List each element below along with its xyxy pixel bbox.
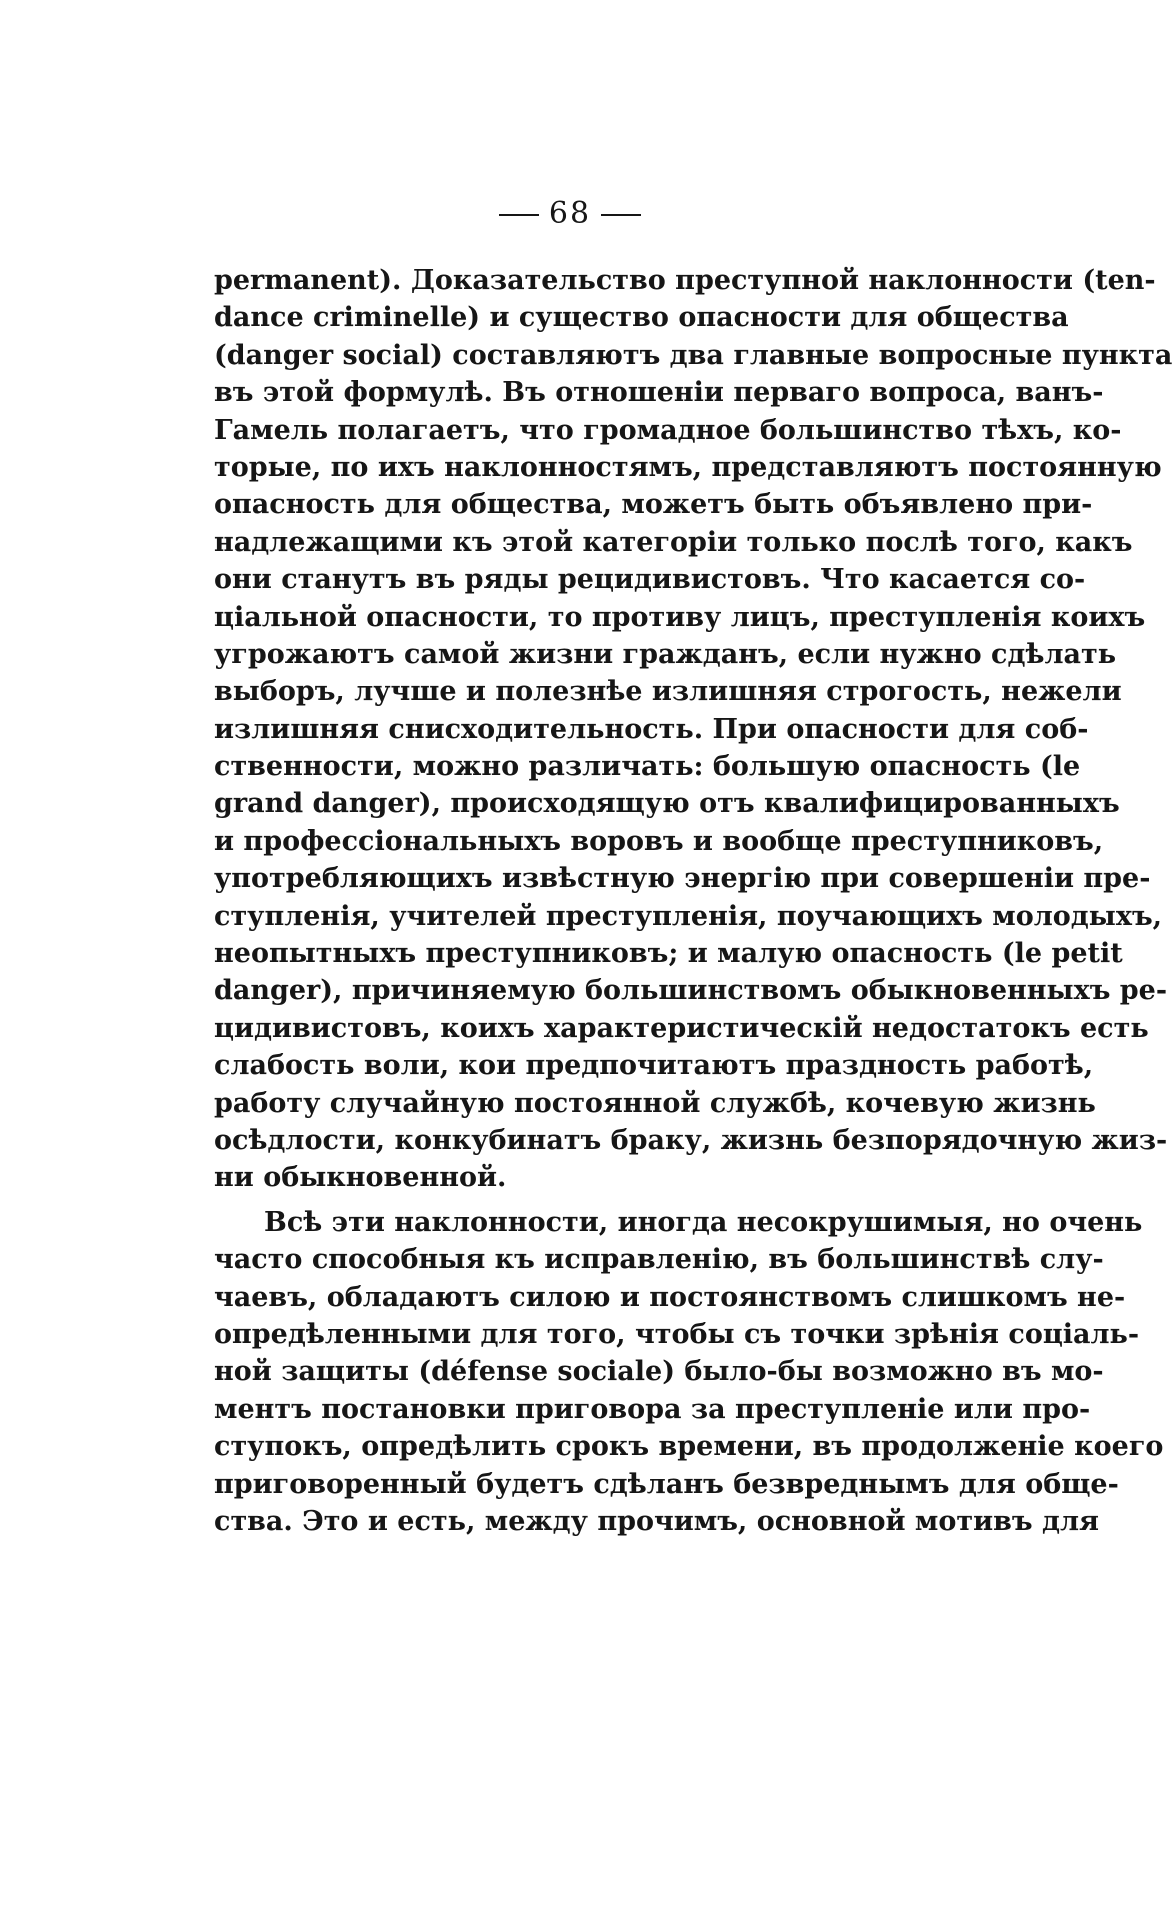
text-line: Гамель полагаетъ, что громадное большинство тѣхъ, ко- (214, 414, 1122, 446)
text-line: Всѣ эти наклонности, иногда несокрушимыя, но очень (264, 1206, 1143, 1238)
text-line: работу случайную постоянной службѣ, кочевую жизнь (214, 1087, 1096, 1119)
text-line: въ этой формулѣ. Въ отношеніи перваго вопроса, ванъ- (214, 377, 1104, 409)
text-line: слабость воли, кои предпочитаютъ праздность работѣ, (214, 1050, 1094, 1082)
text-line: dance criminelle) и существо опасности для общества (214, 302, 1069, 334)
text-line: приговоренный будетъ сдѣланъ безвреднымъ для обще- (214, 1468, 1119, 1500)
text-line: выборъ, лучше и полезнѣе излишняя строгость, нежели (214, 676, 1122, 708)
text-line: угрожаютъ самой жизни гражданъ, если нужно сдѣлать (214, 638, 1117, 670)
text-line: ни обыкновенной. (214, 1162, 507, 1194)
text-line: permanent). Доказательство преступной наклонности (ten- (214, 265, 1156, 296)
text-line: и профессіональныхъ воровъ и вообще преступниковъ, (214, 825, 1104, 857)
text-line: grand danger), происходящую отъ квалифицированныхъ (214, 788, 1120, 820)
paragraph-2 (214, 1204, 1164, 1541)
text-line: ственности, можно различать: большую опасность (le (214, 751, 1081, 783)
body-text (214, 262, 1172, 1547)
text-line: чаевъ, обладаютъ силою и постоянствомъ слишкомъ не- (214, 1281, 1126, 1313)
text-line: неопытныхъ преступниковъ; и малую опасность (le petit (214, 938, 1123, 970)
text-line: часто способныя къ исправленію, въ большинствѣ слу- (214, 1244, 1104, 1276)
text-line: danger), причиняемую большинствомъ обыкновенныхъ ре- (214, 975, 1168, 1007)
text-line: торые, по ихъ наклонностямъ, представляютъ постоянную (214, 451, 1162, 483)
text-line: ступленія, учителей преступленія, поучающихъ молодыхъ, (214, 900, 1163, 932)
page-number-header (0, 196, 1140, 231)
right-dash (601, 214, 641, 216)
text-line: употребляющихъ извѣстную энергію при совершеніи пре- (214, 863, 1151, 895)
text-line: осѣдлости, конкубинатъ браку, жизнь безпорядочную жиз- (214, 1124, 1168, 1156)
page-number: 68 (548, 196, 592, 231)
text-line: ства. Это и есть, между прочимъ, основной мотивъ для (214, 1505, 1099, 1537)
text-line: надлежащими къ этой категоріи только послѣ того, какъ (214, 526, 1133, 558)
text-line: ментъ постановки приговора за преступленіе или про- (214, 1393, 1091, 1425)
text-line: они станутъ въ ряды рецидивистовъ. Что касается со- (214, 564, 1086, 596)
text-line: (danger social) составляютъ два главные вопросные пункта (214, 339, 1172, 371)
text-line: ступокъ, опредѣлить срокъ времени, въ продолженіе коего (214, 1431, 1164, 1463)
text-line: опасность для общества, можетъ быть объявлено при- (214, 489, 1093, 521)
text-line: излишняя снисходительность. При опасности для соб- (214, 713, 1089, 745)
text-line: ціальной опасности, то противу лицъ, преступленія коихъ (214, 601, 1146, 633)
paragraph-1 (214, 262, 1172, 1197)
text-line: опредѣленными для того, чтобы съ точки зрѣнія соціаль- (214, 1318, 1140, 1350)
text-line: ной защиты (défense sociale) было-бы возможно въ мо- (214, 1356, 1104, 1388)
text-line: цидивистовъ, коихъ характеристическій недостатокъ есть (214, 1012, 1149, 1044)
left-dash (499, 214, 539, 216)
